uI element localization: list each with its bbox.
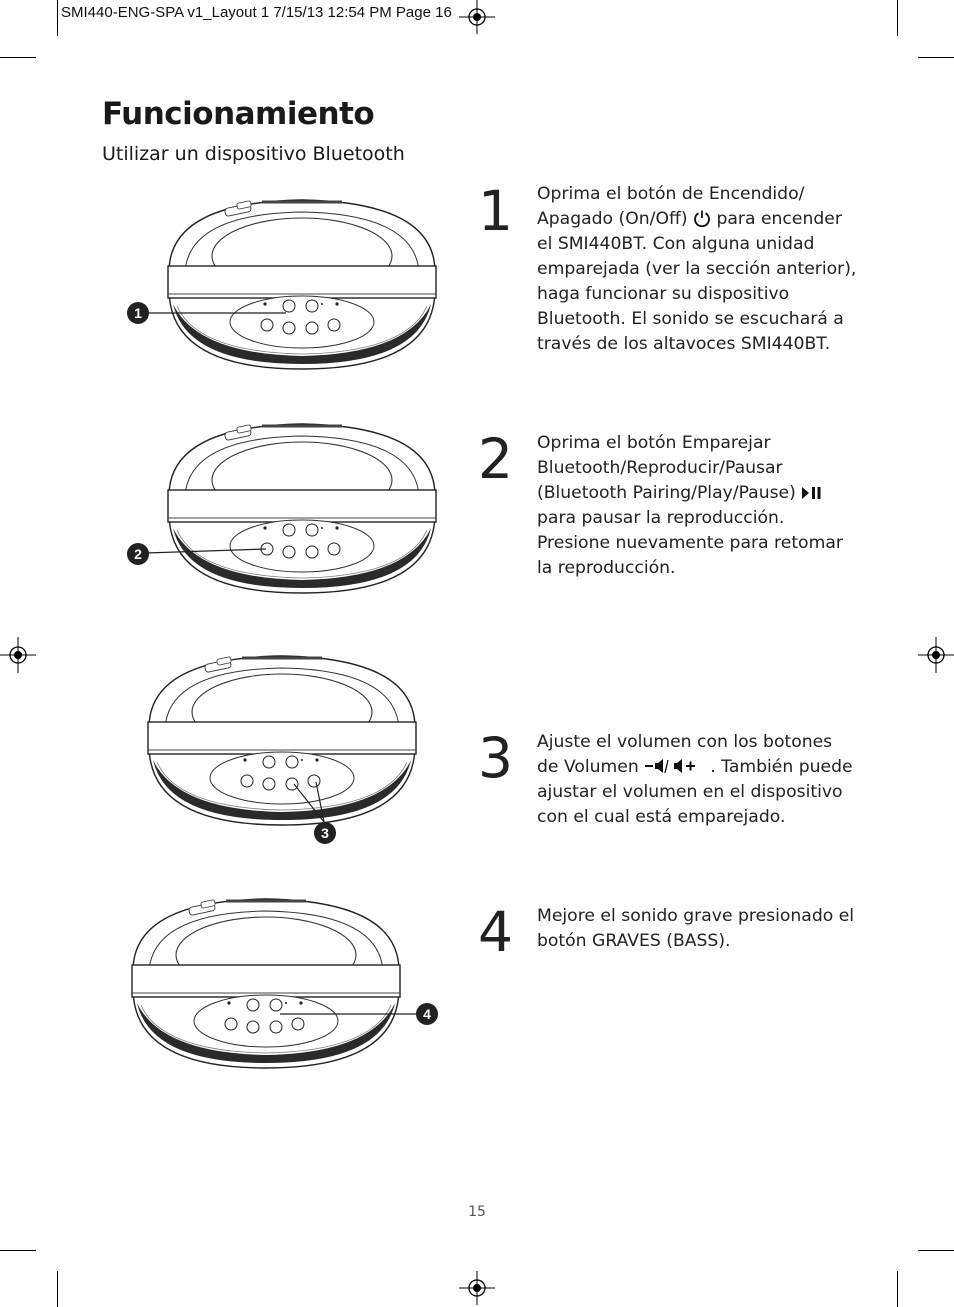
registration-mark-icon [0, 637, 36, 673]
step-number: 3 [478, 726, 513, 790]
step-text-part: Oprima el botón Emparejar Bluetooth/Reproducir/Pausar (Bluetooth Pairing/Play/Pause) [537, 433, 802, 503]
registration-mark-icon [459, 0, 495, 34]
step-text-part: Ajuste el volumen con los botones de Volumen [537, 732, 833, 777]
step-text-part: Oprima el botón de Encendido/ Apagado (On/Off) [537, 184, 805, 229]
speaker-illustration-2 [166, 418, 438, 598]
volume-down-up-icon [644, 757, 710, 775]
print-slug: SMI440-ENG-SPA v1_Layout 1 7/15/13 12:54 PM Page 16 [61, 4, 452, 21]
step-text-part: Mejore el sonido grave presionado el botón GRAVES (BASS). [537, 906, 855, 951]
crop-mark [918, 1250, 954, 1251]
step-text [537, 182, 857, 357]
step-text-part: para encender el SMI440BT. Con alguna unidad emparejada (ver la sección anterior), haga funcionar su dispositivo Bluetooth. El sonido se escuchará a través de los altavoces SMI440BT. [537, 209, 857, 354]
step-text [537, 431, 857, 581]
step-text [537, 730, 857, 830]
callout-line-1 [126, 300, 306, 330]
section-subtitle: Utilizar un dispositivo Bluetooth [102, 143, 405, 165]
callout-marker-4: 4 [416, 1003, 438, 1025]
speaker-illustration-1 [166, 194, 438, 374]
crop-mark [57, 1271, 58, 1307]
callout-line-3 [280, 770, 340, 830]
crop-mark [897, 0, 898, 36]
speaker-illustration-4 [130, 893, 402, 1073]
page-number: 15 [468, 1204, 486, 1220]
registration-mark-icon [459, 1271, 495, 1305]
registration-mark-icon [918, 637, 954, 673]
callout-marker-1: 1 [127, 302, 149, 324]
callout-marker-3: 3 [314, 822, 336, 844]
page-title: Funcionamiento [102, 96, 375, 132]
step-text-part: para pausar la reproducción. Presione nuevamente para retomar la reproducción. [537, 508, 843, 578]
step-text [537, 904, 857, 954]
crop-mark [57, 0, 58, 36]
step-number: 2 [478, 427, 513, 491]
crop-mark [918, 57, 954, 58]
callout-line-4 [270, 1000, 430, 1030]
step-number: 1 [478, 179, 513, 243]
crop-mark [897, 1271, 898, 1307]
play-pause-icon [801, 485, 823, 501]
step-text-part: . También puede ajustar el volumen en el dispositivo con el cual está emparejado. [537, 757, 853, 827]
callout-marker-2: 2 [127, 543, 149, 565]
crop-mark [0, 1250, 36, 1251]
power-icon [693, 209, 711, 227]
crop-mark [0, 57, 36, 58]
step-number: 4 [478, 900, 513, 964]
